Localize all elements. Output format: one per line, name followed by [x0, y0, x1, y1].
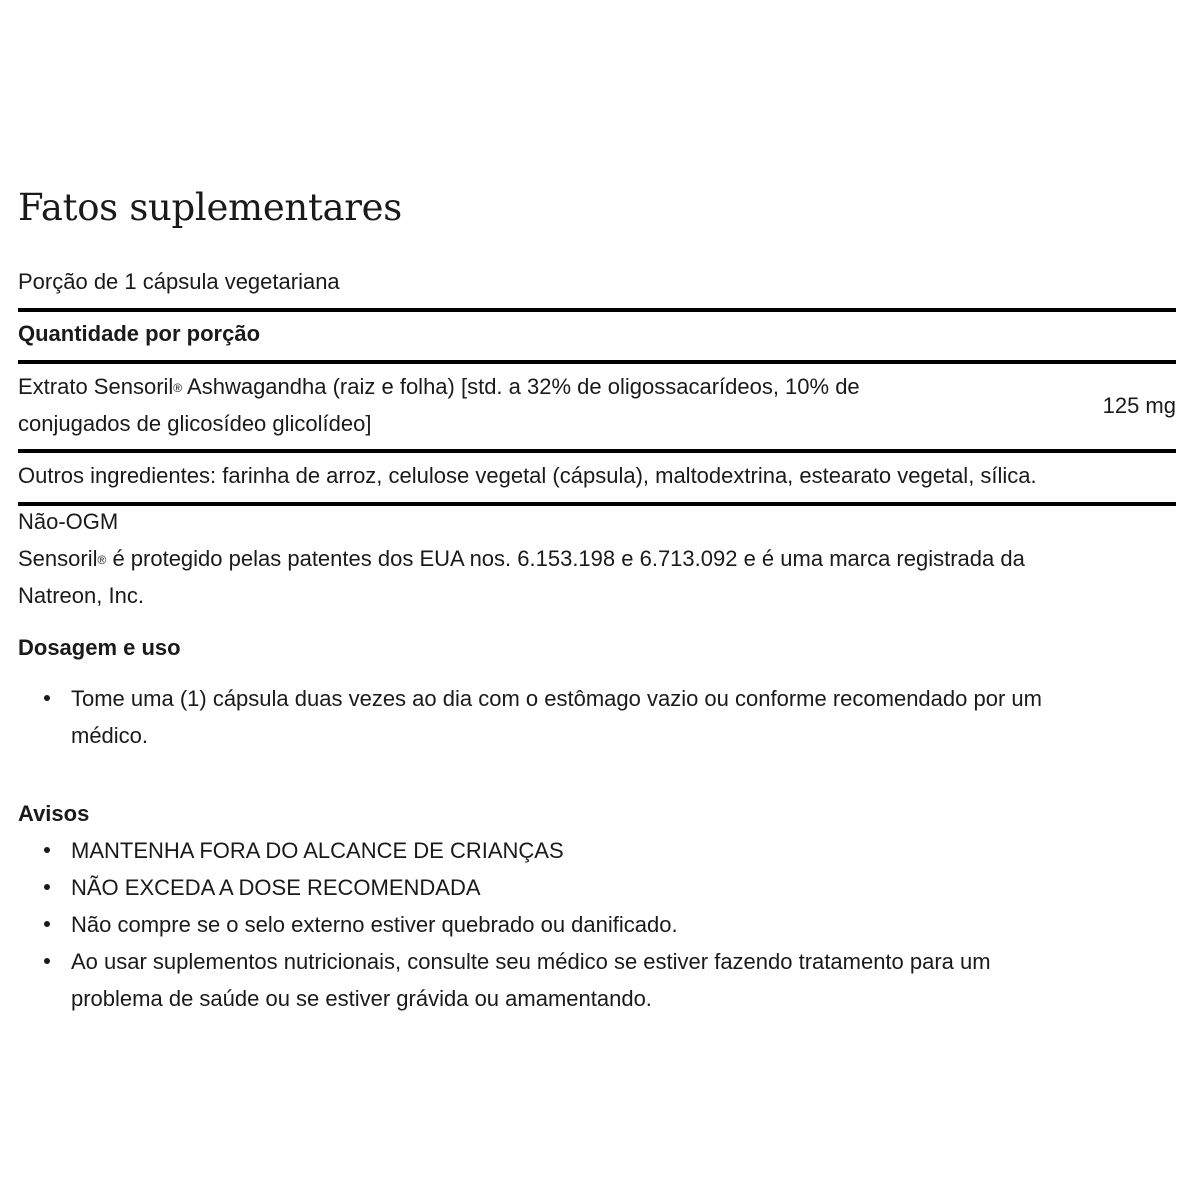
amount-per-serving-header: Quantidade por porção [18, 321, 261, 346]
divider-thick [18, 308, 1176, 312]
patent-notice-line2: Natreon, Inc. [18, 583, 144, 608]
divider [18, 449, 1176, 453]
ingredient-name-prefix: Extrato Sensoril [18, 374, 174, 399]
bullet-icon [44, 958, 50, 964]
divider [18, 360, 1176, 364]
dosage-item-line1: Tome uma (1) cápsula duas vezes ao dia com o estômago vazio ou conforme recomendado por um [71, 686, 1042, 711]
ingredient-name-line1 [18, 368, 860, 405]
bullet-icon [44, 695, 50, 701]
registered-trademark-symbol: ® [97, 553, 107, 567]
ingredient-name-line2: conjugados de glicosídeo glicolídeo] [18, 411, 372, 436]
ingredient-name-rest: Ashwagandha (raiz e folha) [std. a 32% de oligossacarídeos, 10% de [182, 374, 860, 399]
patent-brand: Sensoril [18, 546, 98, 571]
non-gmo-label: Não-OGM [18, 509, 119, 534]
warning-item-text: MANTENHA FORA DO ALCANCE DE CRIANÇAS [71, 838, 564, 863]
serving-size: Porção de 1 cápsula vegetariana [18, 269, 340, 294]
page-title: Fatos suplementares [18, 186, 402, 229]
warning-item-line1: Ao usar suplementos nutricionais, consulte seu médico se estiver fazendo tratamento para um [71, 949, 991, 974]
bullet-icon [44, 847, 50, 853]
patent-text: é protegido pelas patentes dos EUA nos. 6.153.198 e 6.713.092 e é uma marca registrada da [106, 546, 1025, 571]
other-ingredients: Outros ingredientes: farinha de arroz, celulose vegetal (cápsula), maltodextrina, estearato vegetal, sílica. [18, 463, 1037, 488]
divider [18, 502, 1176, 506]
warning-item-text: Não compre se o selo externo estiver quebrado ou danificado. [71, 912, 678, 937]
bullet-icon [44, 884, 50, 890]
warnings-heading: Avisos [18, 801, 90, 826]
dosage-heading: Dosagem e uso [18, 635, 181, 660]
bullet-icon [44, 921, 50, 927]
dosage-item-line2: médico. [71, 723, 149, 748]
registered-trademark-symbol: ® [173, 381, 183, 395]
warning-item-text: NÃO EXCEDA A DOSE RECOMENDADA [71, 875, 481, 900]
patent-notice-line1 [18, 540, 1025, 577]
warning-item-line2: problema de saúde ou se estiver grávida ou amamentando. [71, 986, 652, 1011]
ingredient-amount: 125 mg [1102, 393, 1176, 418]
